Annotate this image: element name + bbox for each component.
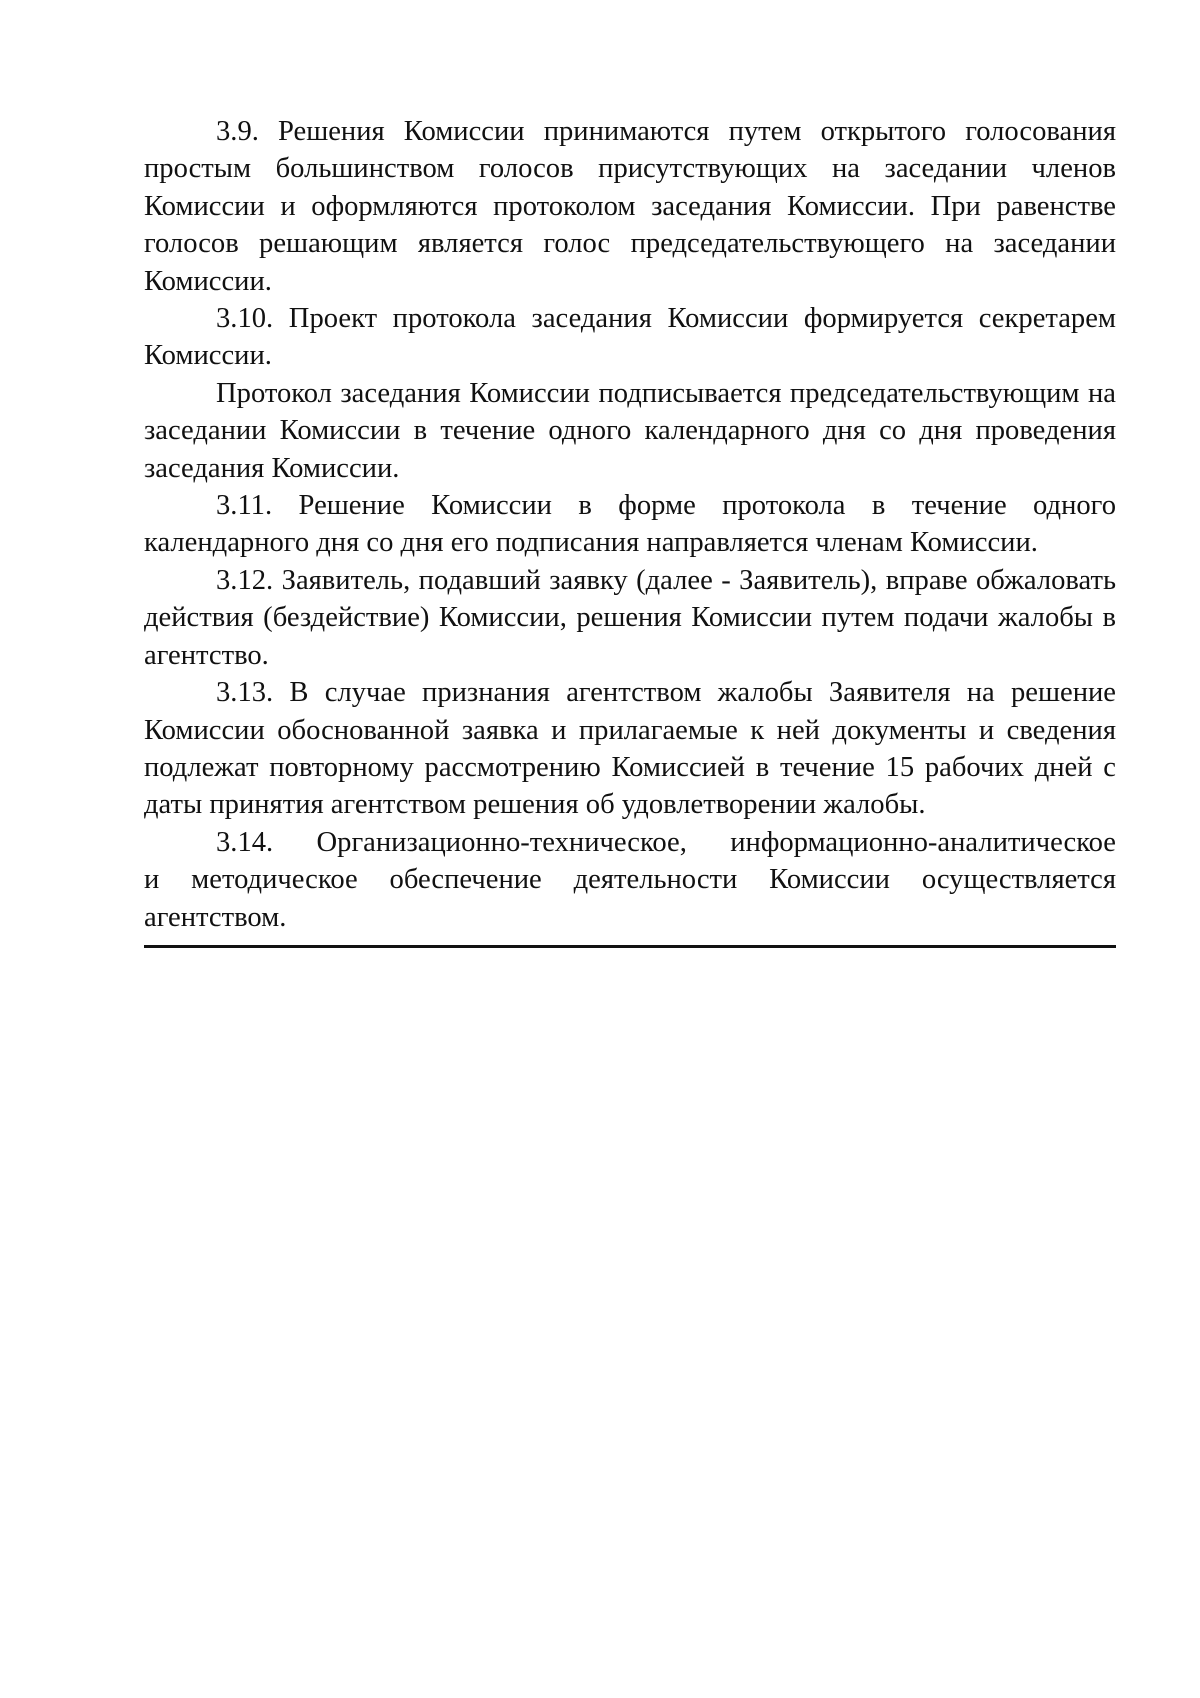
paragraph-line: и методическое обеспечение деятельности Комиссии осуществляется bbox=[144, 864, 1116, 896]
paragraph-line: 3.13. В случае признания агентством жалобы Заявителя на решение bbox=[216, 677, 1116, 709]
paragraph-line: заседании Комиссии в течение одного календарного дня со дня проведения bbox=[144, 415, 1116, 447]
paragraph-line: Комиссии и оформляются протоколом заседания Комиссии. При равенстве bbox=[144, 190, 1116, 222]
paragraph-line: 3.9. Решения Комиссии принимаются путем открытого голосования bbox=[216, 116, 1116, 147]
paragraph-line: действия (бездействие) Комиссии, решения Комиссии путем подачи жалобы в bbox=[144, 602, 1116, 634]
paragraph-line: голосов решающим является голос председательствующего на заседании bbox=[144, 228, 1116, 260]
paragraph-3-10 bbox=[144, 300, 1116, 375]
paragraph-line: Комиссии обоснованной заявка и прилагаемые к ней документы и сведения bbox=[144, 714, 1116, 746]
paragraph-line: Комиссии. bbox=[144, 265, 272, 297]
paragraph-line: 3.11. Решение Комиссии в форме протокола в течение одного bbox=[216, 490, 1116, 522]
paragraph-line: Протокол заседания Комиссии подписывается председательствующим на bbox=[216, 377, 1116, 409]
paragraph-line: простым большинством голосов присутствующих на заседании членов bbox=[144, 153, 1116, 185]
paragraph-3-11 bbox=[144, 487, 1116, 562]
paragraph-3-13 bbox=[144, 674, 1116, 824]
paragraph-line: заседания Комиссии. bbox=[144, 452, 400, 484]
document-body bbox=[144, 113, 1116, 936]
paragraph-line: 3.10. Проект протокола заседания Комиссии формируется секретарем bbox=[216, 303, 1116, 335]
paragraph-line: 3.14. Организационно-техническое, информационно-аналитическое bbox=[216, 826, 1116, 858]
paragraph-line: 3.12. Заявитель, подавший заявку (далее - Заявитель), вправе обжаловать bbox=[216, 564, 1116, 596]
end-of-section-rule bbox=[144, 945, 1116, 948]
paragraph-3-9 bbox=[144, 113, 1116, 300]
paragraph-line: даты принятия агентством решения об удовлетворении жалобы. bbox=[144, 789, 926, 821]
paragraph-3-12 bbox=[144, 562, 1116, 674]
paragraph-line: подлежат повторному рассмотрению Комиссией в течение 15 рабочих дней с bbox=[144, 751, 1116, 783]
paragraph-line: Комиссии. bbox=[144, 340, 272, 372]
paragraph-line: календарного дня со дня его подписания направляется членам Комиссии. bbox=[144, 527, 1038, 559]
paragraph-line: агентством. bbox=[144, 901, 287, 933]
paragraph-3-14 bbox=[144, 824, 1116, 936]
paragraph-line: агентство. bbox=[144, 639, 269, 671]
paragraph-3-10-protocol bbox=[144, 375, 1116, 487]
